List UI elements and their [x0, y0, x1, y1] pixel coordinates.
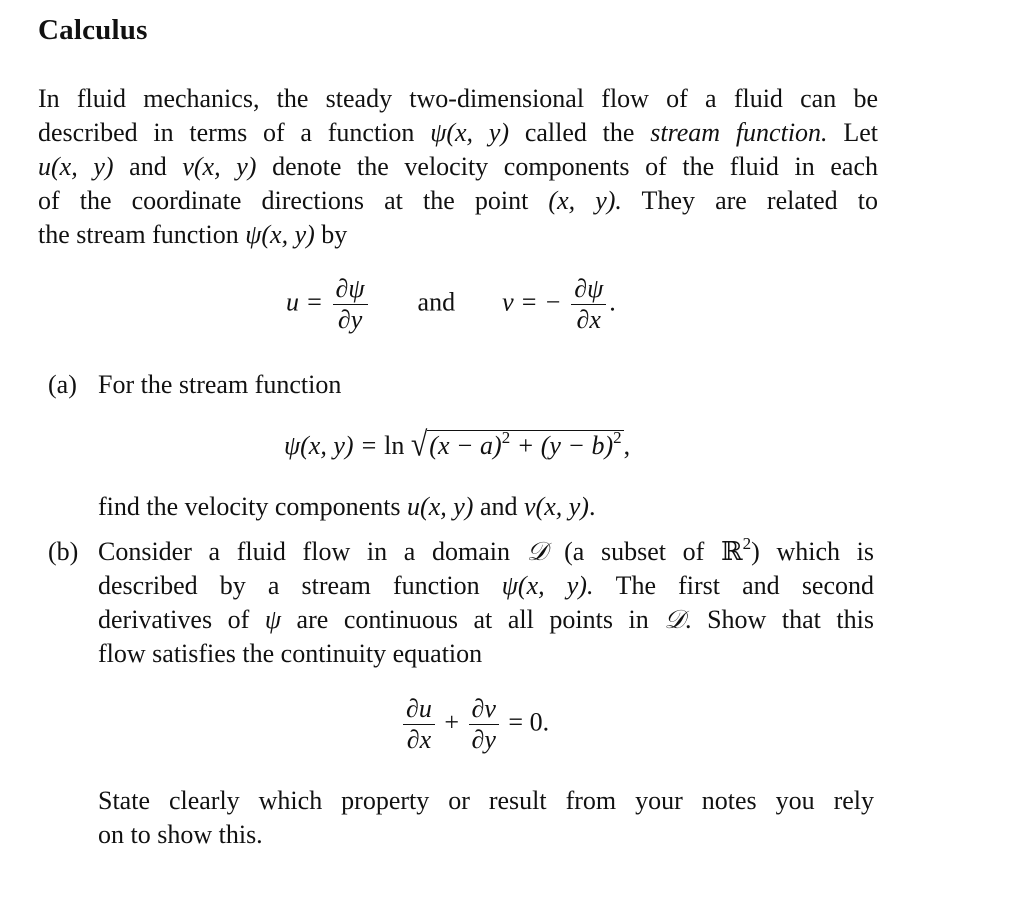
domain-symbol: 𝒟 — [664, 605, 686, 634]
exponent: 2 — [742, 534, 752, 553]
equals-zero: = 0. — [508, 707, 550, 737]
fraction-dv-dy — [469, 694, 499, 755]
fraction-denominator: ∂y — [337, 305, 363, 334]
square-root-icon: √ — [410, 425, 428, 464]
point-symbol: (x, y). — [548, 186, 622, 215]
part-b-statement — [98, 784, 874, 852]
radicand-term: + (y − b) — [510, 431, 614, 460]
part-b-text: described by a stream function — [98, 571, 502, 600]
part-a-intro-line: For the stream function — [98, 370, 342, 399]
part-b-line-4: flow satisfies the continuity equation — [98, 639, 483, 668]
velocity-u-symbol: u(x, y) — [407, 492, 474, 521]
statement-line-1: State clearly which property or result from your notes you rely — [98, 786, 874, 815]
part-a-find — [98, 490, 874, 524]
equation-period: . — [609, 287, 616, 317]
find-text: and — [473, 492, 524, 521]
find-text: . — [588, 492, 596, 521]
part-b-text: Consider a fluid flow in a domain — [98, 537, 527, 566]
stream-function-symbol: ψ(x, y). — [501, 571, 594, 600]
u-equals: u = — [286, 287, 324, 317]
intro-text: called the — [509, 118, 651, 147]
intro-text: Let — [827, 118, 878, 147]
find-text: find the velocity components — [98, 492, 408, 521]
intro-paragraph — [38, 82, 878, 252]
and-word: and — [417, 287, 456, 317]
psi-lhs: ψ(x, y) = — [284, 431, 385, 460]
intro-text: described in terms of a function — [38, 118, 431, 147]
fraction-numerator: ∂v — [469, 694, 499, 725]
plus-sign: + — [444, 707, 460, 737]
stream-function-equation — [284, 425, 631, 464]
fraction-dpsi-dx — [571, 274, 606, 335]
part-b-label: (b) — [48, 537, 79, 566]
stream-function-term: stream function. — [650, 118, 828, 147]
fraction-du-dx — [403, 694, 435, 755]
velocity-v-symbol: v(x, y) — [182, 152, 257, 181]
intro-text: denote the velocity components of the fluid in each — [256, 152, 878, 181]
part-b-line-3 — [98, 603, 874, 637]
part-b-paragraph — [98, 535, 874, 671]
fraction-denominator: ∂x — [406, 725, 432, 754]
intro-line-3 — [38, 150, 878, 184]
fraction-numerator: ∂ψ — [333, 274, 368, 305]
intro-line-4 — [38, 184, 878, 218]
velocity-v-symbol: v(x, y) — [524, 492, 589, 521]
continuity-equation — [400, 694, 549, 755]
domain-symbol: 𝒟 — [526, 537, 548, 566]
part-b-text: derivatives of — [98, 605, 265, 634]
velocity-relations-equation — [286, 274, 616, 335]
fraction-numerator: ∂ψ — [571, 274, 606, 305]
psi-symbol: ψ — [264, 605, 281, 634]
intro-line-2 — [38, 116, 878, 150]
ln-operator: ln — [384, 431, 405, 460]
fraction-denominator: ∂x — [576, 305, 601, 334]
part-b-text: ) which is — [751, 537, 875, 566]
intro-line-5 — [38, 218, 878, 252]
exponent: 2 — [501, 428, 511, 447]
part-a-find-line — [98, 490, 874, 524]
v-equals: v = − — [502, 287, 562, 317]
part-b-text: (a subset of ℝ — [547, 537, 743, 566]
radicand — [427, 430, 623, 461]
part-b-text: . Show that this — [685, 605, 874, 634]
part-a-intro — [98, 368, 874, 402]
part-b-line-2 — [98, 569, 874, 603]
equation-comma: , — [623, 431, 631, 460]
radicand-term: (x − a) — [429, 431, 502, 460]
part-a-label: (a) — [48, 370, 77, 399]
statement-line-2: on to show this. — [98, 820, 263, 849]
fraction-denominator: ∂y — [471, 725, 496, 754]
fraction-numerator: ∂u — [403, 694, 435, 725]
intro-text: the stream function — [38, 220, 246, 249]
stream-function-symbol: ψ(x, y) — [245, 220, 315, 249]
section-heading: Calculus — [38, 14, 148, 46]
part-b-line-1 — [98, 535, 874, 569]
intro-line-1: In fluid mechanics, the steady two-dimensional flow of a fluid can be — [38, 84, 878, 113]
intro-text: and — [113, 152, 183, 181]
fraction-dpsi-dy — [333, 274, 368, 335]
part-b-text: are continuous at all points in — [281, 605, 665, 634]
stream-function-symbol: ψ(x, y) — [430, 118, 510, 147]
intro-text: by — [314, 220, 348, 249]
velocity-u-symbol: u(x, y) — [38, 152, 114, 181]
intro-text: They are related to — [621, 186, 878, 215]
intro-text: of the coordinate directions at the point — [38, 186, 549, 215]
exponent: 2 — [613, 428, 622, 447]
part-b-text: The first and second — [593, 571, 875, 600]
